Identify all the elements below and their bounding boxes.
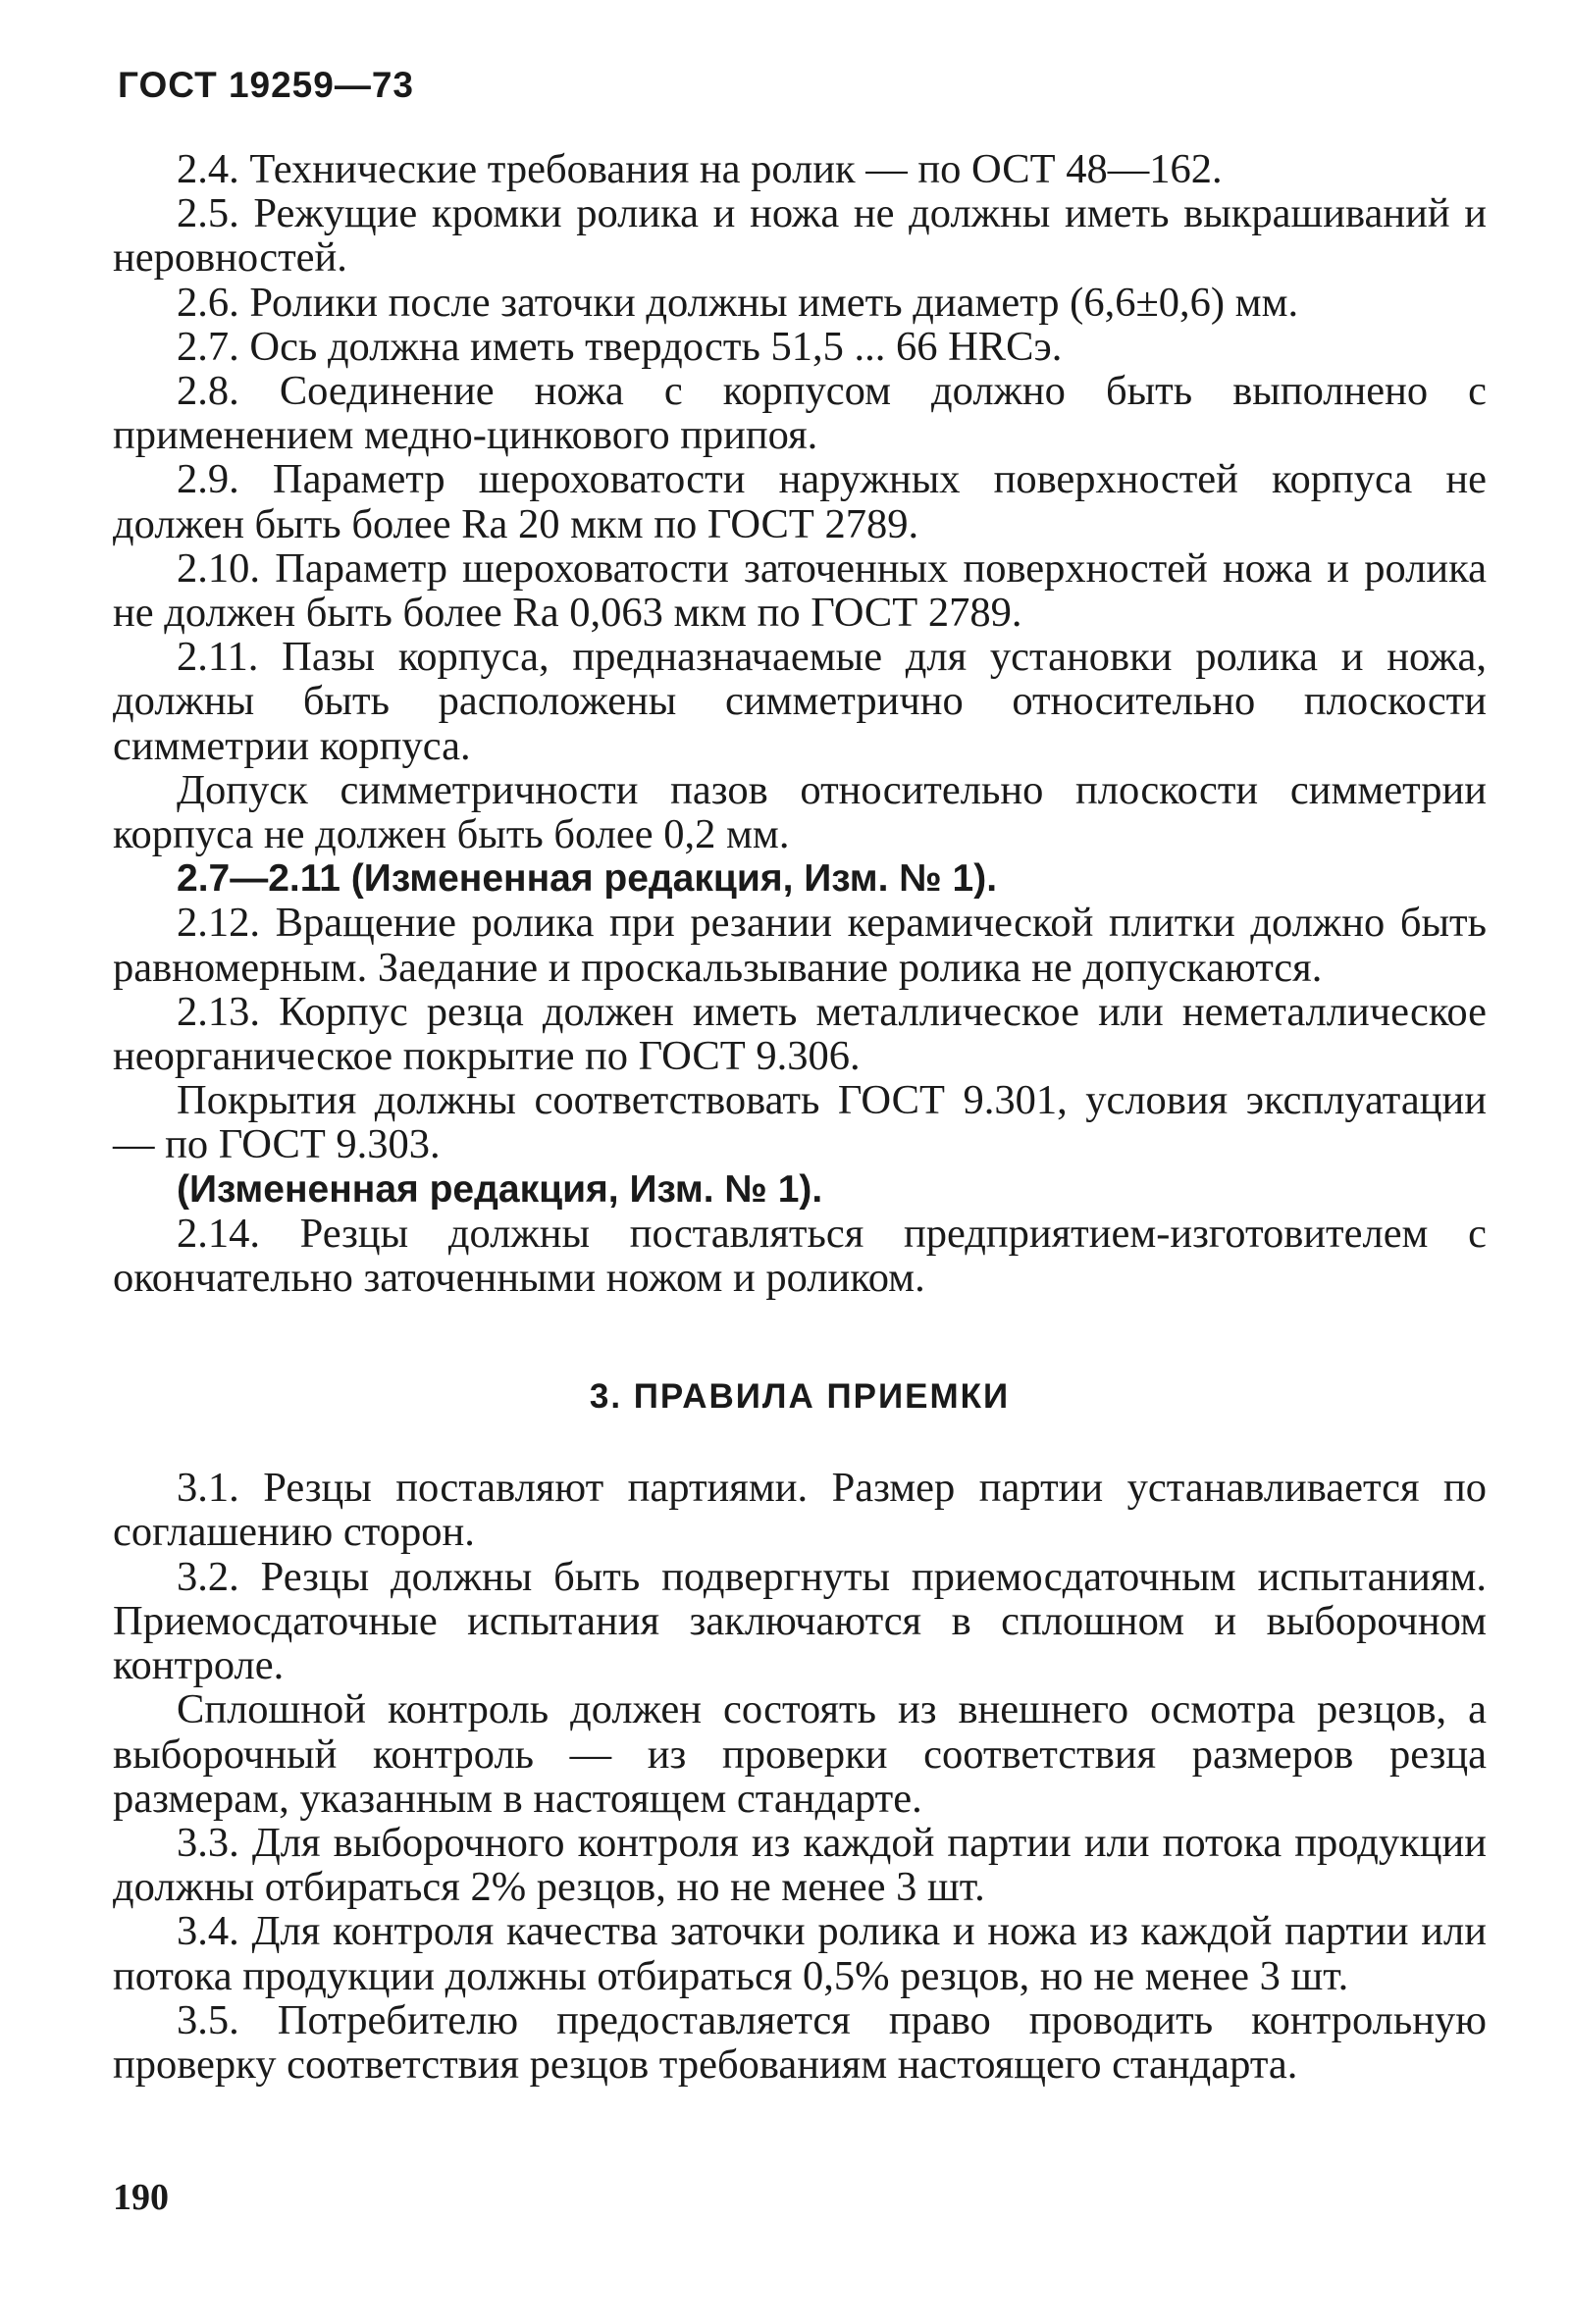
paragraph-2-7: 2.7. Ось должна иметь твердость 51,5 ... 66 HRCэ. <box>177 323 1063 370</box>
paragraph-2-12: 2.12. Вращение ролика при резании керамической плитки должно быть равномерным. Заедание и проскальзывание ролика не допускаются. <box>113 900 1487 991</box>
paragraph-2-14: 2.14. Резцы должны поставляться предприятием-изготовителем с окончательно заточенными ножом и роликом. <box>113 1210 1487 1302</box>
paragraph-2-9: 2.9. Параметр шероховатости наружных поверхностей корпуса не должен быть более Ra 20 мкм по ГОСТ 2789. <box>113 456 1487 547</box>
paragraph-2-11: 2.11. Пазы корпуса, предназначаемые для установки ролика и ножа, должны быть расположены симметрично относительно плоскости симметрии корпуса. <box>113 634 1487 769</box>
paragraph-2-10: 2.10. Параметр шероховатости заточенных поверхностей ножа и ролика не должен быть более Ra 0,063 мкм по ГОСТ 2789. <box>113 544 1487 637</box>
paragraph-coating-conditions: Покрытия должны соответствовать ГОСТ 9.301, условия эксплуатации — по ГОСТ 9.303. <box>113 1077 1487 1168</box>
paragraph-2-4: 2.4. Технические требования на ролик — по ОСТ 48—162. <box>177 146 1223 192</box>
paragraph-2-5: 2.5. Режущие кромки ролика и ножа не должны иметь выкрашиваний и неровностей. <box>113 190 1487 282</box>
document-body <box>113 147 1487 2087</box>
paragraph-full-control: Сплошной контроль должен состоять из внешнего осмотра резцов, а выборочный контроль — из проверки соответствия размеров резца размерам, указанным в настоящем стандарте. <box>113 1686 1487 1822</box>
paragraph-2-8: 2.8. Соединение ножа с корпусом должно быть выполнено с применением медно-цинкового припоя. <box>113 368 1487 459</box>
amendment-note-2-13: (Измененная редакция, Изм. № 1). <box>177 1167 823 1211</box>
paragraph-3-5: 3.5. Потребителю предоставляется право проводить контрольную проверку соответствия резцов требованиям настоящего стандарта. <box>113 1996 1487 2088</box>
section-title-acceptance-rules: 3. ПРАВИЛА ПРИЕМКИ <box>589 1377 1011 1417</box>
paragraph-2-13: 2.13. Корпус резца должен иметь металлическое или неметаллическое неорганическое покрытие по ГОСТ 9.306. <box>113 988 1487 1080</box>
paragraph-symmetry-tolerance: Допуск симметричности пазов относительно плоскости симметрии корпуса не должен быть более 0,2 мм. <box>113 766 1487 858</box>
paragraph-3-3: 3.3. Для выборочного контроля из каждой партии или потока продукции должны отбираться 2% резцов, но не менее 3 шт. <box>113 1819 1487 1911</box>
amendment-note-2-7-2-11: 2.7—2.11 (Измененная редакция, Изм. № 1). <box>177 857 998 901</box>
paragraph-3-4: 3.4. Для контроля качества заточки ролика и ножа из каждой партии или потока продукции должны отбираться 0,5% резцов, но не менее 3 шт. <box>113 1908 1487 1999</box>
standard-header: ГОСТ 19259—73 <box>118 65 414 105</box>
page-number: 190 <box>113 2177 169 2218</box>
paragraph-3-2: 3.2. Резцы должны быть подвергнуты приемосдаточным испытаниям. Приемосдаточные испытания заключаются в сплошном и выборочном контроле. <box>113 1553 1487 1689</box>
paragraph-2-6: 2.6. Ролики после заточки должны иметь диаметр (6,6±0,6) мм. <box>177 279 1299 326</box>
paragraph-3-1: 3.1. Резцы поставляют партиями. Размер партии устанавливается по соглашению сторон. <box>113 1465 1487 1556</box>
